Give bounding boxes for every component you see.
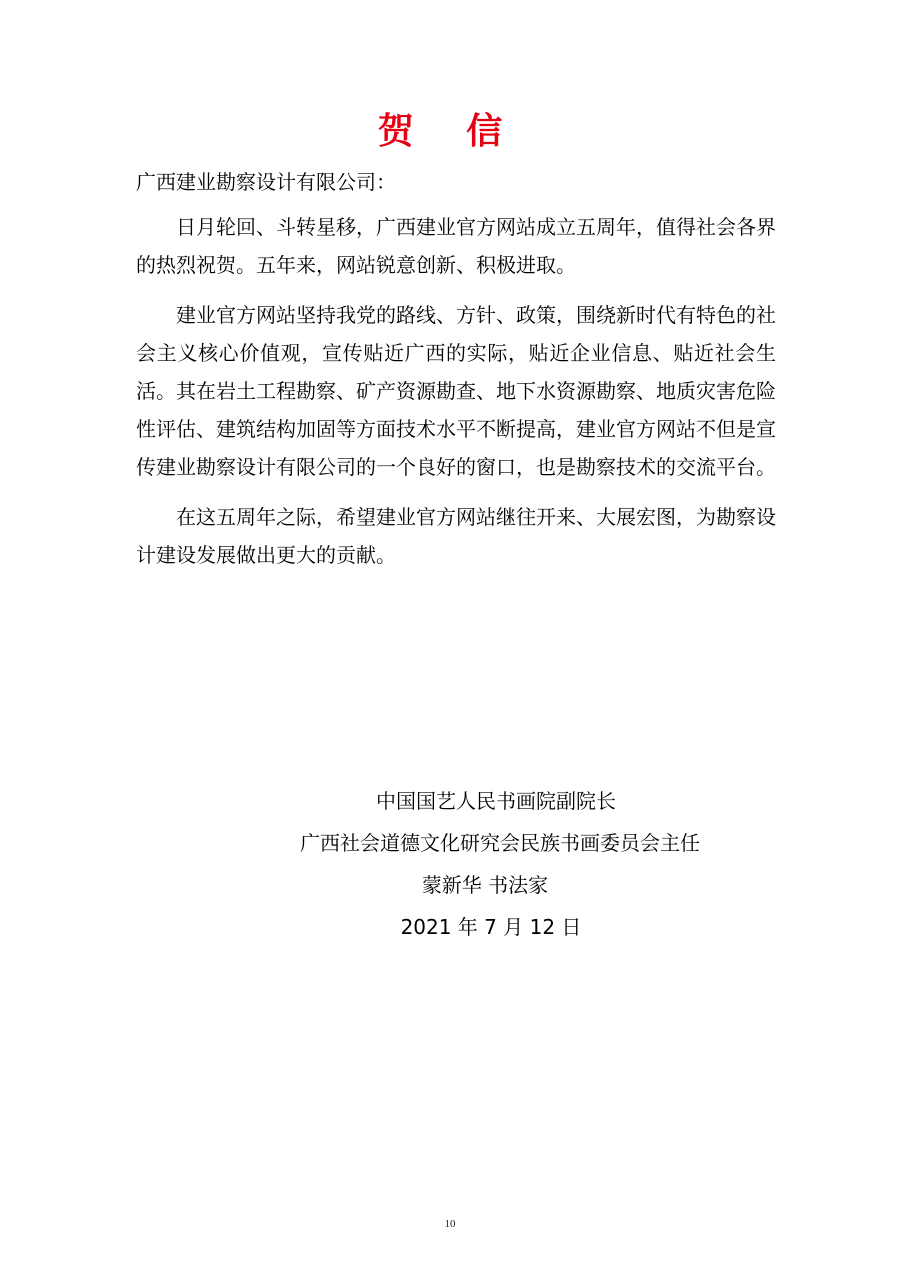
letter-body bbox=[136, 208, 776, 586]
page-number: 10 bbox=[444, 1218, 456, 1230]
signature-title-1: 中国国艺人民书画院副院长 bbox=[376, 789, 616, 813]
letter-title: 贺 信 bbox=[377, 111, 523, 152]
paragraph-3: 在这五周年之际，希望建业官方网站继往开来、大展宏图，为勘察设计建设发展做出更大的贡献。 bbox=[136, 505, 776, 567]
paragraph-2: 建业官方网站坚持我党的路线、方针、政策，围绕新时代有特色的社会主义核心价值观，宣传贴近广西的实际，贴近企业信息、贴近社会生活。其在岩土工程勘察、矿产资源勘查、地下水资源勘察、地质灾害危险性评估、建筑结构加固等方面技术水平不断提高，建业官方网站不但是宣传建业勘察设计有限公司的一个良好的窗口，也是勘察技术的交流平台。 bbox=[136, 303, 776, 479]
signature-block bbox=[0, 780, 900, 948]
salutation: 广西建业勘察设计有限公司： bbox=[136, 170, 396, 194]
paragraph-1: 日月轮回、斗转星移，广西建业官方网站成立五周年，值得社会各界的热烈祝贺。五年来，网站锐意创新、积极进取。 bbox=[136, 215, 776, 277]
signature-date: 2021 年 7 月 12 日 bbox=[400, 915, 582, 939]
signature-name: 蒙新华 书法家 bbox=[421, 873, 549, 897]
signature-title-2: 广西社会道德文化研究会民族书画委员会主任 bbox=[300, 831, 700, 855]
